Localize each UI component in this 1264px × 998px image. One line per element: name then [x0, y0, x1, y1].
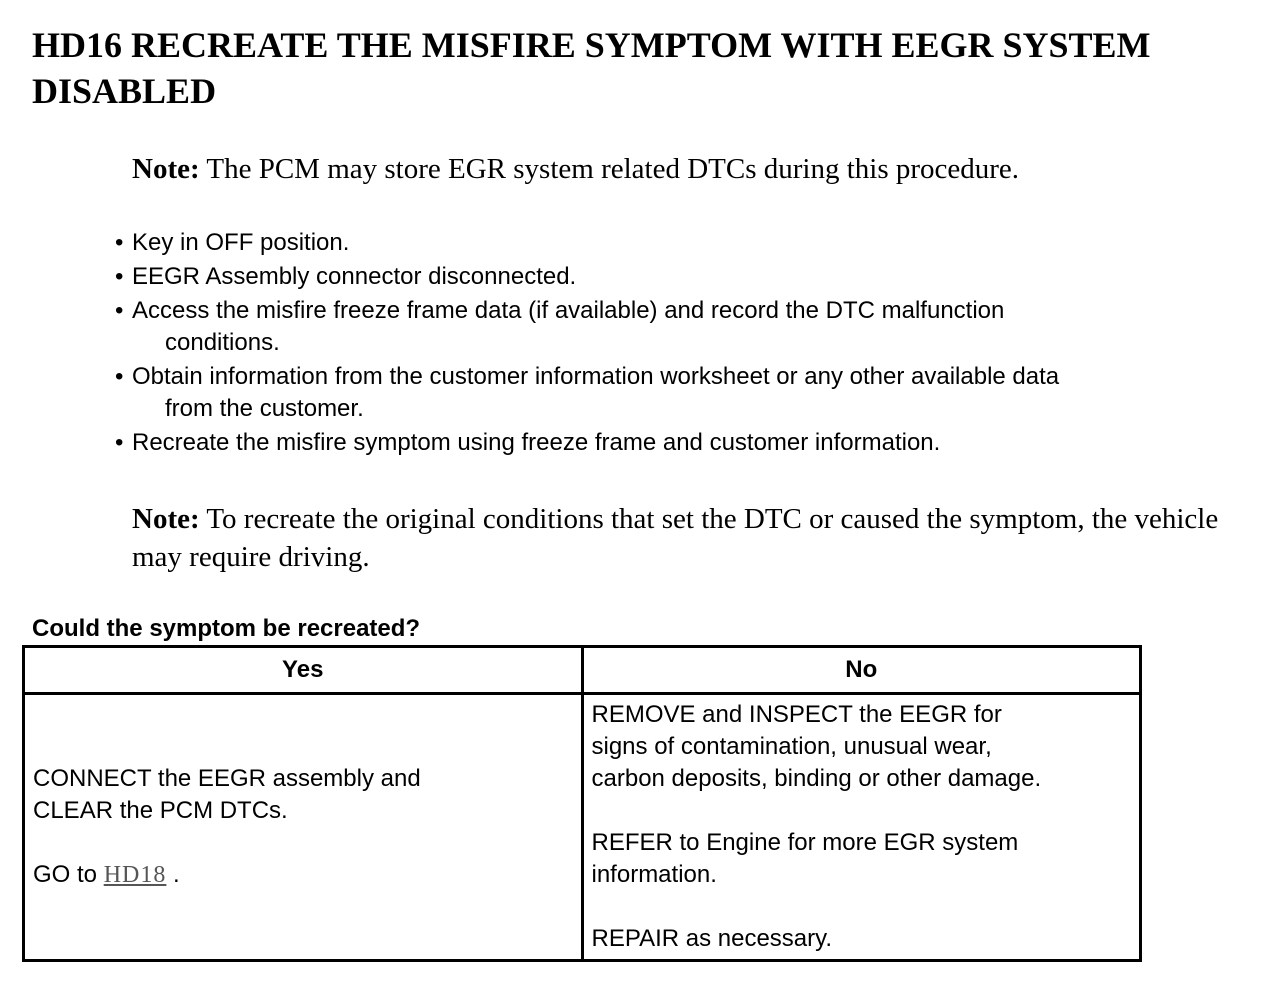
- list-item: [112, 295, 1222, 359]
- note-driving: [132, 500, 1242, 576]
- bullet-icon: •: [115, 263, 124, 290]
- list-item: [112, 427, 1222, 459]
- list-item-text: Key in OFF position.: [132, 229, 350, 256]
- column-header-no: No: [582, 647, 1141, 694]
- yes-cell: [24, 694, 583, 961]
- note-pcm-dtcs: [132, 150, 1232, 188]
- list-item-text: Access the misfire freeze frame data (if available) and record the DTC malfunction: [132, 297, 1005, 324]
- note-text: The PCM may store EGR system related DTCs during this procedure.: [199, 153, 1020, 185]
- note-label: Note:: [132, 153, 200, 185]
- list-item: [112, 261, 1222, 293]
- list-item-text: EEGR Assembly connector disconnected.: [132, 263, 577, 290]
- table-header-row: [24, 647, 1141, 694]
- bullet-icon: •: [115, 229, 124, 256]
- yes-line: CLEAR the PCM DTCs.: [33, 797, 288, 824]
- no-line: information.: [591, 861, 717, 888]
- goto-line: [33, 859, 573, 891]
- no-cell: [582, 694, 1141, 961]
- no-line: carbon deposits, binding or other damage.: [591, 765, 1042, 792]
- note-label: Note:: [132, 503, 200, 535]
- list-item-text: Obtain information from the customer information worksheet or any other available data: [132, 363, 1060, 390]
- goto-period: .: [166, 861, 180, 888]
- no-line: signs of contamination, unusual wear,: [591, 733, 992, 760]
- condition-list: [112, 227, 1222, 461]
- no-line: REMOVE and INSPECT the EEGR for: [591, 701, 1002, 728]
- list-item: [112, 227, 1222, 259]
- column-header-yes: Yes: [24, 647, 583, 694]
- table-row: [24, 694, 1141, 961]
- bullet-icon: •: [115, 429, 124, 456]
- list-item: [112, 361, 1222, 425]
- list-item-text: Recreate the misfire symptom using freeze frame and customer information.: [132, 429, 941, 456]
- list-item-continuation: from the customer.: [165, 395, 364, 422]
- bullet-icon: •: [115, 363, 124, 390]
- page-title: HD16 RECREATE THE MISFIRE SYMPTOM WITH EEGR SYSTEM DISABLED: [32, 25, 1151, 111]
- note-text: To recreate the original conditions that set the DTC or caused the symptom, the vehicle may require driving.: [132, 503, 1219, 573]
- hd18-link[interactable]: HD18: [103, 862, 167, 888]
- decision-question: Could the symptom be recreated?: [32, 615, 421, 642]
- yes-line: CONNECT the EEGR assembly and: [33, 765, 421, 792]
- no-line: REPAIR as necessary.: [591, 925, 833, 952]
- no-line: REFER to Engine for more EGR system: [591, 829, 1019, 856]
- list-item-continuation: conditions.: [165, 329, 280, 356]
- goto-text: GO to: [33, 861, 104, 888]
- decision-table: [22, 645, 1142, 962]
- bullet-icon: •: [115, 297, 124, 324]
